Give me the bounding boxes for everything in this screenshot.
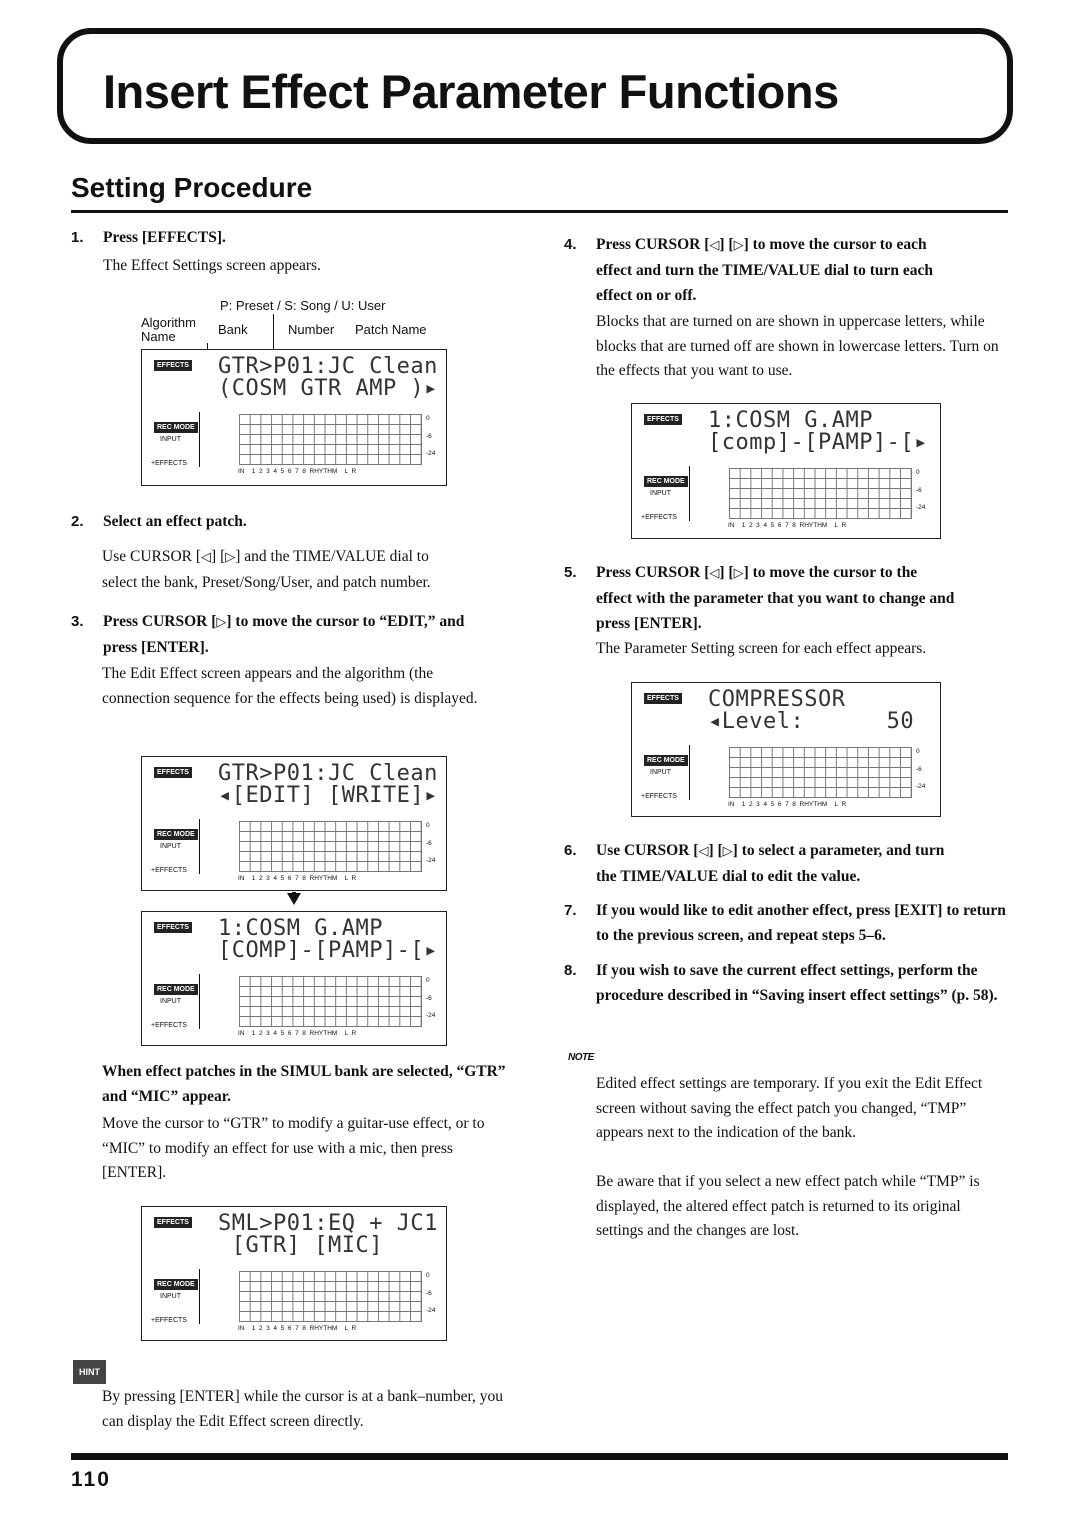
effects-badge: EFFECTS: [154, 922, 192, 933]
cursor-right-icon: ▷: [216, 615, 227, 630]
lcd-line-1: 1:COSM G.AMP: [218, 916, 383, 941]
lcd-line-1: GTR>P01:JC Clean: [218, 761, 438, 786]
step-head: ] [: [719, 564, 734, 581]
level-meter-grid: [239, 976, 422, 1027]
db-24: -24: [916, 504, 926, 511]
rec-mode-badge: REC MODE: [154, 984, 198, 995]
effects-badge: EFFECTS: [154, 767, 192, 778]
hint-body: By pressing [ENTER] while the cursor is at a bank–number, you can display the Edit Effect screen directly.: [102, 1388, 504, 1430]
label-divider: [273, 314, 274, 350]
step-head: If you would like to edit another effect, press [EXIT] to return to the previous screen, and repeat steps 5–6.: [596, 902, 1006, 944]
step-number: 7.: [564, 902, 577, 919]
step-body: The Effect Settings screen appears.: [103, 257, 321, 274]
db-24: -24: [426, 1012, 436, 1019]
step-head: Press CURSOR [: [596, 564, 710, 581]
db-0: 0: [426, 977, 430, 984]
cursor-left-icon: ◁: [201, 550, 212, 565]
input-label: INPUT: [650, 490, 671, 497]
db-24: -24: [916, 783, 926, 790]
step-5-body: The Parameter Setting screen for each effect appears.: [596, 640, 927, 657]
input-label: INPUT: [160, 843, 181, 850]
label-patch-name: Patch Name: [355, 322, 427, 337]
step-head: ] to move the cursor to each: [743, 236, 927, 253]
section-heading: Setting Procedure: [71, 172, 313, 203]
meter-axis: IN 1 2 3 4 5 6 7 8 RHYTHM L R: [238, 1325, 357, 1332]
step-6: [564, 838, 1016, 889]
step-head: ] to select a parameter, and turn: [732, 842, 945, 859]
cursor-left-icon: ◁: [698, 844, 709, 859]
lcd-line-2: (COSM GTR AMP )▸: [218, 376, 438, 401]
plus-effects-label: +EFFECTS: [151, 460, 187, 467]
label-name: Name: [141, 329, 176, 344]
text: ] and the TIME/VALUE dial to: [235, 548, 429, 565]
lcd-parameter-setting: [631, 682, 941, 817]
cursor-right-icon: ▷: [225, 550, 236, 565]
step-number: 4.: [564, 236, 577, 253]
level-meter-grid: [239, 821, 422, 872]
step-5: [564, 560, 1016, 636]
db-6: -6: [426, 1290, 432, 1297]
step-number: 3.: [71, 613, 84, 630]
lcd-effect-settings: [141, 349, 447, 486]
step-number: 5.: [564, 564, 577, 581]
meter-bar: [199, 1269, 200, 1324]
rec-mode-badge: REC MODE: [644, 755, 688, 766]
step-7: [564, 898, 1011, 948]
step-head: If you wish to save the current effect settings, perform the procedure described in “Saving insert effect settings” (p. 58).: [596, 962, 998, 1004]
meter-axis: IN 1 2 3 4 5 6 7 8 RHYTHM L R: [238, 1030, 357, 1037]
db-6: -6: [426, 433, 432, 440]
text: select the bank, Preset/Song/User, and patch number.: [102, 573, 431, 591]
plus-effects-label: +EFFECTS: [641, 793, 677, 800]
step-head: ] to move the cursor to “EDIT,” and: [226, 613, 465, 630]
step-head: effect and turn the TIME/VALUE dial to turn each: [596, 262, 933, 279]
db-6: -6: [426, 840, 432, 847]
step-head: effect with the parameter that you want to change and: [596, 590, 955, 607]
effects-badge: EFFECTS: [154, 360, 192, 371]
effects-badge: EFFECTS: [644, 414, 682, 425]
lcd-simul-bank: [141, 1206, 447, 1341]
lcd-line-1: SML>P01:EQ + JC1: [218, 1211, 438, 1236]
plus-effects-label: +EFFECTS: [151, 1022, 187, 1029]
input-label: INPUT: [160, 998, 181, 1005]
title-box: [57, 28, 1013, 144]
lcd-line-2: [comp]-[PAMP]-[▸: [708, 430, 928, 455]
level-meter-grid: [729, 468, 912, 519]
db-6: -6: [916, 487, 922, 494]
plus-effects-label: +EFFECTS: [641, 514, 677, 521]
lcd-line-1: GTR>P01:JC Clean: [218, 354, 438, 379]
lcd-line-2: [GTR] [MIC]: [218, 1233, 383, 1258]
step-1: [71, 225, 523, 278]
input-label: INPUT: [160, 436, 181, 443]
db-24: -24: [426, 857, 436, 864]
step-head: ] [: [719, 236, 734, 253]
hint-icon: HINT: [73, 1360, 106, 1384]
db-6: -6: [426, 995, 432, 1002]
meter-bar: [199, 974, 200, 1029]
text: ] [: [211, 548, 226, 565]
step-number: 6.: [564, 842, 577, 859]
lcd-line-2: ◂[EDIT] [WRITE]▸: [218, 783, 438, 808]
rec-mode-badge: REC MODE: [154, 829, 198, 840]
text: Use CURSOR [: [102, 548, 202, 565]
level-meter-grid: [729, 747, 912, 798]
lcd-line-2: ◂Level: 50: [708, 709, 915, 734]
db-0: 0: [916, 748, 920, 755]
meter-bar: [689, 745, 690, 800]
lcd-edit-effect: [141, 756, 447, 891]
plus-effects-label: +EFFECTS: [151, 867, 187, 874]
lcd-algorithm: [141, 911, 447, 1046]
footer-rule: [71, 1453, 1008, 1460]
label-preset-song-user: P: Preset / S: Song / U: User: [220, 298, 386, 313]
step-head: the TIME/VALUE dial to edit the value.: [596, 868, 861, 885]
step-head: ] [: [708, 842, 723, 859]
step-3: [71, 609, 523, 660]
step-3-body: The Edit Effect screen appears and the algorithm (the connection sequence for the effects being used) is displayed.: [102, 665, 478, 707]
meter-axis: IN 1 2 3 4 5 6 7 8 RHYTHM L R: [238, 468, 357, 475]
cursor-right-icon: ▷: [733, 238, 744, 253]
meter-axis: IN 1 2 3 4 5 6 7 8 RHYTHM L R: [728, 801, 847, 808]
db-0: 0: [916, 469, 920, 476]
db-0: 0: [426, 1272, 430, 1279]
step-head: press [ENTER].: [596, 615, 702, 632]
db-6: -6: [916, 766, 922, 773]
lcd-line-1: 1:COSM G.AMP: [708, 408, 873, 433]
label-number: Number: [288, 322, 335, 337]
rec-mode-badge: REC MODE: [644, 476, 688, 487]
step-head: effect on or off.: [596, 287, 697, 304]
cursor-right-icon: ▷: [733, 566, 744, 581]
cursor-left-icon: ◁: [709, 238, 720, 253]
step-4: [564, 232, 1016, 308]
lcd-line-2: [COMP]-[PAMP]-[▸: [218, 938, 438, 963]
db-24: -24: [426, 450, 436, 457]
level-meter-grid: [239, 1271, 422, 1322]
meter-bar: [689, 466, 690, 521]
meter-bar: [199, 412, 200, 467]
meter-axis: IN 1 2 3 4 5 6 7 8 RHYTHM L R: [238, 875, 357, 882]
step-4-body: Blocks that are turned on are shown in uppercase letters, while blocks that are turned off are shown in lowercase letters. Turn on the effects that you want to use.: [596, 313, 999, 380]
step-8: [564, 958, 1011, 1008]
lcd-line-1: COMPRESSOR: [708, 687, 846, 712]
step-number: 2.: [71, 513, 84, 530]
db-24: -24: [426, 1307, 436, 1314]
page-title: Insert Effect Parameter Functions: [103, 65, 839, 118]
note-icon: NOTE: [568, 1052, 594, 1063]
meter-axis: IN 1 2 3 4 5 6 7 8 RHYTHM L R: [728, 522, 847, 529]
step-head: Press [EFFECTS].: [103, 229, 226, 246]
step-head: Use CURSOR [: [596, 842, 699, 859]
note-body-2: Be aware that if you select a new effect patch while “TMP” is displayed, the altered effect patch is returned to its original settings and the changes are lost.: [596, 1173, 980, 1240]
label-bank: Bank: [218, 322, 248, 337]
meter-bar: [199, 819, 200, 874]
plus-effects-label: +EFFECTS: [151, 1317, 187, 1324]
simul-heading: When effect patches in the SIMUL bank are selected, “GTR” and “MIC” appear.: [102, 1063, 506, 1105]
step-head: press [ENTER].: [103, 639, 209, 656]
note-body-1: Edited effect settings are temporary. If you exit the Edit Effect screen without saving the effect patch you changed, “TMP” appears next to the indication of the bank.: [596, 1075, 983, 1142]
step-number: 8.: [564, 962, 577, 979]
lcd-effect-blocks: [631, 403, 941, 539]
input-label: INPUT: [650, 769, 671, 776]
down-arrow-icon: [287, 893, 301, 905]
step-head: Press CURSOR [: [103, 613, 217, 630]
label-algorithm: Algorithm: [141, 315, 196, 330]
simul-body: Move the cursor to “GTR” to modify a guitar-use effect, or to “MIC” to modify an effect for use with a mic, then press [ENTER].: [102, 1115, 485, 1182]
level-meter-grid: [239, 414, 422, 465]
input-label: INPUT: [160, 1293, 181, 1300]
db-0: 0: [426, 822, 430, 829]
step-head: ] to move the cursor to the: [743, 564, 918, 581]
page-number: 110: [71, 1468, 111, 1491]
section-rule: [71, 210, 1008, 213]
step-2-body: [102, 545, 522, 595]
step-head: Press CURSOR [: [596, 236, 710, 253]
step-2: [71, 509, 523, 534]
rec-mode-badge: REC MODE: [154, 1279, 198, 1290]
cursor-left-icon: ◁: [709, 566, 720, 581]
step-number: 1.: [71, 229, 84, 246]
db-0: 0: [426, 415, 430, 422]
effects-badge: EFFECTS: [644, 693, 682, 704]
cursor-right-icon: ▷: [722, 844, 733, 859]
effects-badge: EFFECTS: [154, 1217, 192, 1228]
rec-mode-badge: REC MODE: [154, 422, 198, 433]
step-head: Select an effect patch.: [103, 513, 247, 530]
